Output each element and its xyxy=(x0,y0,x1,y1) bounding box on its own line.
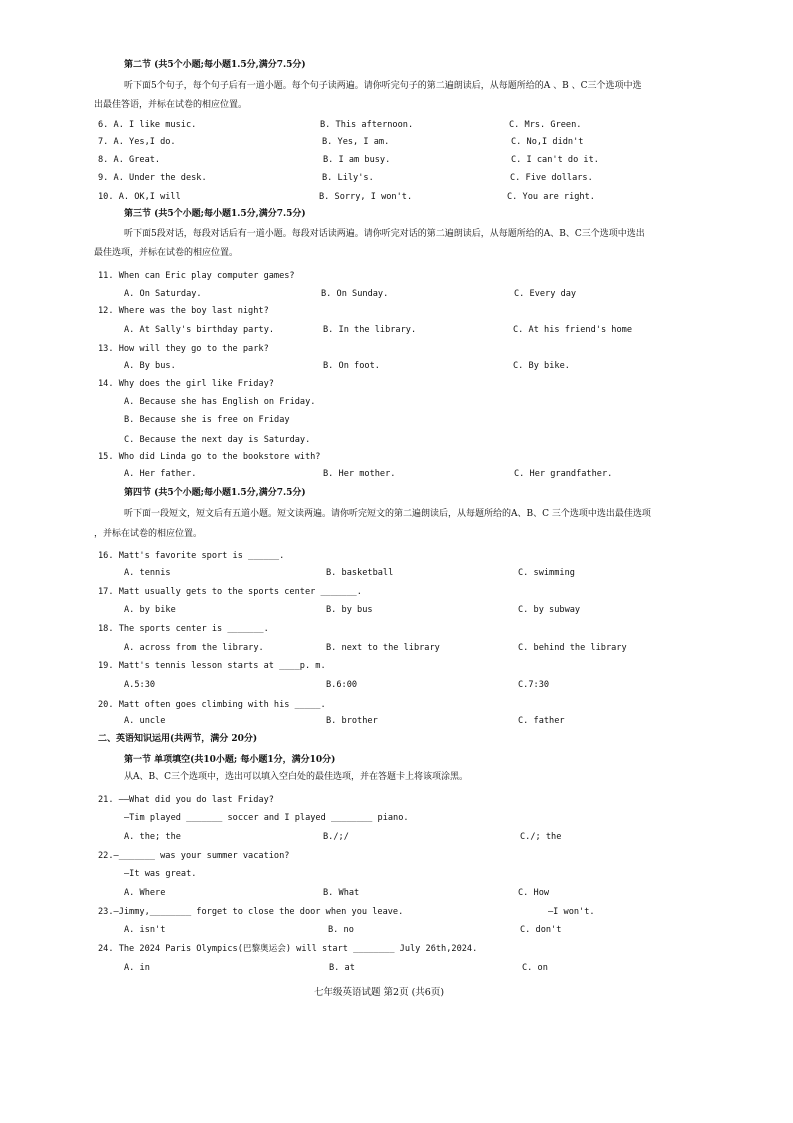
q13-option-b: B. On foot. xyxy=(323,361,380,371)
q14-option-a: A. Because she has English on Friday. xyxy=(124,397,316,407)
section4-instruction: 听下面一段短文，短文后有五道小题。短文读两遍。请你听完短文的第二遍朗读后，从每题所给的A、B、C 三个选项中选出最佳选项 xyxy=(124,509,651,519)
q23-reply: —I won't. xyxy=(548,907,595,917)
q11-option-a: A. On Saturday. xyxy=(124,289,202,299)
q21-option-a: A. the; the xyxy=(124,832,181,842)
q10-option-a: 10. A. OK,I will xyxy=(98,192,181,202)
q16-option-a: A. tennis xyxy=(124,568,171,578)
q11-option-b: B. On Sunday. xyxy=(321,289,389,299)
q18-option-a: A. across from the library. xyxy=(124,643,264,653)
q15-option-b: B. Her mother. xyxy=(323,469,396,479)
q7-option-c: C. No,I didn't xyxy=(511,137,584,147)
q23-option-a: A. isn't xyxy=(124,925,166,935)
q19-stem: 19. Matt's tennis lesson starts at ____p. m. xyxy=(98,661,326,671)
q20-option-a: A. uncle xyxy=(124,716,166,726)
section3-instruction-cont: 最佳选项，并标在试卷的相应位置。 xyxy=(94,248,239,258)
q8-option-c: C. I can't do it. xyxy=(511,155,599,165)
q9-option-b: B. Lily's. xyxy=(322,173,374,183)
q22-option-b: B. What xyxy=(323,888,360,898)
q22-line2: —It was great. xyxy=(124,869,197,879)
q12-stem: 12. Where was the boy last night? xyxy=(98,306,269,316)
q15-option-a: A. Her father. xyxy=(124,469,197,479)
q22-option-a: A. Where xyxy=(124,888,166,898)
q20-option-c: C. father xyxy=(518,716,565,726)
q6-option-c: C. Mrs. Green. xyxy=(509,120,582,130)
q19-option-c: C.7:30 xyxy=(518,680,550,690)
q24-option-a: A. in xyxy=(124,963,150,973)
q12-option-c: C. At his friend's home xyxy=(513,325,632,335)
q24-option-c: C. on xyxy=(522,963,548,973)
section3-header: 第三节 (共5个小题;每小题1.5分,满分7.5分) xyxy=(124,209,306,219)
q12-option-a: A. At Sally's birthday party. xyxy=(124,325,275,335)
q17-stem: 17. Matt usually gets to the sports center _______. xyxy=(98,587,362,597)
q13-option-c: C. By bike. xyxy=(513,361,570,371)
q8-option-a: 8. A. Great. xyxy=(98,155,161,165)
q17-option-c: C. by subway xyxy=(518,605,581,615)
q13-option-a: A. By bus. xyxy=(124,361,176,371)
section3-instruction: 听下面5段对话，每段对话后有一道小题。每段对话读两遍。请你听完对话的第二遍朗读后，从每题所给的A、B、C三个选项中选出 xyxy=(124,229,645,239)
section2-instruction: 听下面5个句子，每个句子后有一道小题。每个句子读两遍。请你听完句子的第二遍朗读后，从每题所给的A 、B 、C三个选项中选 xyxy=(124,81,642,91)
q6-option-a: 6. A. I like music. xyxy=(98,120,197,130)
q22-line1: 22.—_______ was your summer vacation? xyxy=(98,851,290,861)
q18-stem: 18. The sports center is _______. xyxy=(98,624,269,634)
q8-option-b: B. I am busy. xyxy=(323,155,391,165)
section2-header: 第二节 (共5个小题;每小题1.5分,满分7.5分) xyxy=(124,60,306,70)
q11-option-c: C. Every day xyxy=(514,289,577,299)
q19-option-b: B.6:00 xyxy=(326,680,358,690)
q14-option-c: C. Because the next day is Saturday. xyxy=(124,435,311,445)
q7-option-b: B. Yes, I am. xyxy=(322,137,390,147)
q21-line1: 21. ——What did you do last Friday? xyxy=(98,795,274,805)
q6-option-b: B. This afternoon. xyxy=(320,120,414,130)
q24-option-b: B. at xyxy=(329,963,355,973)
q24-line1: 24. The 2024 Paris Olympics(巴黎奥运会) will start ________ July 26th,2024. xyxy=(98,944,478,954)
q9-option-c: C. Five dollars. xyxy=(510,173,593,183)
part2-header: 二、英语知识运用(共两节，满分 20分) xyxy=(98,734,258,744)
q16-option-c: C. swimming xyxy=(518,568,575,578)
q13-stem: 13. How will they go to the park? xyxy=(98,344,269,354)
q9-option-a: 9. A. Under the desk. xyxy=(98,173,207,183)
q14-stem: 14. Why does the girl like Friday? xyxy=(98,379,274,389)
q10-option-b: B. Sorry, I won't. xyxy=(319,192,413,202)
q20-stem: 20. Matt often goes climbing with his _____. xyxy=(98,700,326,710)
q14-option-b: B. Because she is free on Friday xyxy=(124,415,290,425)
q15-option-c: C. Her grandfather. xyxy=(514,469,613,479)
q23-option-b: B. no xyxy=(328,925,354,935)
q20-option-b: B. brother xyxy=(326,716,378,726)
q22-option-c: C. How xyxy=(518,888,550,898)
q11-stem: 11. When can Eric play computer games? xyxy=(98,271,295,281)
q16-option-b: B. basketball xyxy=(326,568,394,578)
q15-stem: 15. Who did Linda go to the bookstore with? xyxy=(98,452,321,462)
q17-option-b: B. by bus xyxy=(326,605,373,615)
q18-option-b: B. next to the library xyxy=(326,643,440,653)
q19-option-a: A.5:30 xyxy=(124,680,156,690)
q18-option-c: C. behind the library xyxy=(518,643,627,653)
section2-instruction-cont: 出最佳答语，并标在试卷的相应位置。 xyxy=(94,100,248,110)
q7-option-a: 7. A. Yes,I do. xyxy=(98,137,176,147)
part2-section1-header: 第一节 单项填空(共10小题; 每小题1分，满分10分) xyxy=(124,755,336,765)
section4-header: 第四节 (共5个小题;每小题1.5分,满分7.5分) xyxy=(124,488,306,498)
q23-option-c: C. don't xyxy=(520,925,562,935)
q21-option-b: B./;/ xyxy=(323,832,349,842)
q21-option-c: C./; the xyxy=(520,832,562,842)
q23-line1: 23.—Jimmy,________ forget to close the door when you leave. xyxy=(98,907,404,917)
page-footer: 七年级英语试题 第2页 (共6页) xyxy=(314,987,445,998)
q16-stem: 16. Matt's favorite sport is ______. xyxy=(98,551,285,561)
q12-option-b: B. In the library. xyxy=(323,325,417,335)
section4-instruction-cont: ，并标在试卷的相应位置。 xyxy=(94,529,203,539)
q21-line2: —Tim played _______ soccer and I played ________ piano. xyxy=(124,813,409,823)
q10-option-c: C. You are right. xyxy=(507,192,595,202)
part2-instruction: 从A、B、C三个选项中，选出可以填入空白处的最佳选项，并在答题卡上将该项涂黑。 xyxy=(124,772,469,782)
q17-option-a: A. by bike xyxy=(124,605,176,615)
